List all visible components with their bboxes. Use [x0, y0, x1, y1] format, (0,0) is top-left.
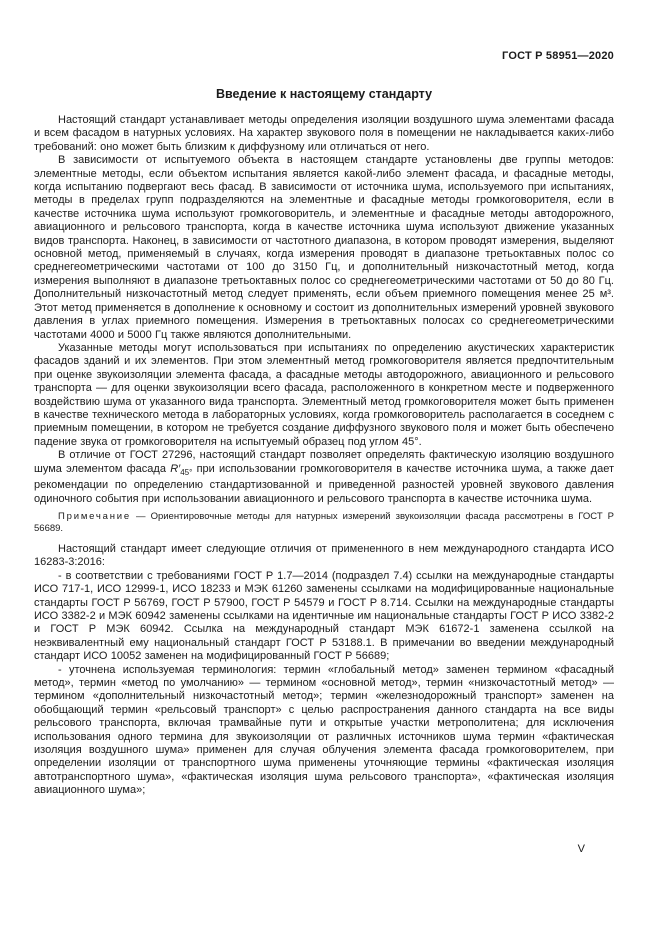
paragraph-difference-references: - в соответствии с требованиями ГОСТ Р 1.7—2014 (подраздел 7.4) ссылки на международные стандарты ИСО 717-1, ИСО 12999-1, ИСО 18233 и МЭК 61260 заменены ссылками на модифицированные национальные стандарты ГОСТ Р 56769, ГОСТ Р 57900, ГОСТ Р 54579 и ГОСТ Р 8.714. Ссылки на международные стандарты ИСО 3382-2 и МЭК 60942 заменены ссылками на идентичные им национальные стандарты ГОСТ Р ИСО 3382-2 и ГОСТ Р МЭК 60942. Ссылка на международный стандарт МЭК 61672-1 заменена ссылкой на неэквивалентный ему национальный стандарт ГОСТ Р 53188.1. В примечании во введении международный стандарт ИСО 10052 заменен на модифицированный ГОСТ Р 56689; [34, 569, 614, 663]
note-dash: — [136, 510, 146, 522]
note-text: Ориентировочные методы для натурных измерений звукоизоляции фасада рассмотрены в ГОСТ Р 56689. [34, 510, 614, 534]
paragraph-difference-terminology: - уточнена используемая терминология: термин «глобальный метод» заменен термином «фасадный метод», термин «метод по умолчанию» — термином «основной метод», термин «низкочастотный метод» — термином «дополнительный низкочастотный метод»; термин «железнодорожный транспорт» заменен на обобщающий термин «рельсовый транспорт» с целью распространения данного стандарта на все виды рельсового транспорта, включая трамвайные пути и открытые участки метрополитена; для исключения использования одного термина для звукоизоляции от различных источников шума термин «фактическая изоляция воздушного шума» применен для случая облучения элемента фасада громкоговорителем, при определении изоляции от транспортного шума применены уточняющие термины «фактическая изоляция автотранспортного шума», «фактическая изоляция шума рельсового транспорта», «фактическая изоляция авиационного шума»; [34, 663, 614, 797]
formula-base: R′ [170, 462, 181, 475]
page-title: Введение к настоящему стандарту [215, 87, 433, 101]
paragraph-method-usage: Указанные методы могут использоваться при испытаниях по определению акустических характеристик фасадов зданий и их элементов. При этом элементный метод громкоговорителя является предпочтительным при оценке звукоизоляции элемента фасада, а фасадные методы автодорожного, авиационного и рельсового транспорта — для оценки звукоизоляции всего фасада, расположенного в конкретном месте и подверженного воздействию шума от указанного вида транспорта. Элементный метод громкоговорителя может быть применен в качестве технического метода в лабораторных условиях, когда громкоговоритель располагается в соседнем с приемным помещении, в котором не требуется создание диффузного звукового поля и может быть обеспечено падение звука от громкоговорителя на испытуемый образец под углом 45°. [34, 341, 614, 448]
formula-subscript: 45° [180, 467, 193, 477]
page-number: V [577, 843, 585, 855]
paragraph-gost-27296-difference [34, 449, 614, 506]
formula-r45 [170, 463, 192, 475]
paragraph-differences-intro: Настоящий стандарт имеет следующие отличия от примененного в нем международного стандарта ИСО 16283-3:2016: [34, 542, 614, 569]
paragraph-method-groups: В зависимости от испытуемого объекта в настоящем стандарте установлены две группы методов: элементные методы, если объектом испытания является какой-либо элемент фасада, и фасадные методы, когда испытанию подвергают весь фасад. В зависимости от источника шума, используемого при испытаниях, методы в пределах групп подразделяются на элементные и фасадные методы громкоговорителя, если в качестве источника шума используют громкоговоритель, и элементные и фасадные методы автодорожного, авиационного и рельсового транспорта, когда в качестве источника шума используют движение указанных видов транспорта. Наконец, в зависимости от частотного диапазона, в котором проводят измерения, выделяют основной метод, применяемый в случаях, когда измерения проводят в диапазоне третьоктавных полос со среднегеометрическими частотами от 100 до 3150 Гц, и дополнительный низкочастотный метод, когда измерения выполняют в диапазоне третьоктавных полос со среднегеометрическими частотами от 50 до 80 Гц. Дополнительный низкочастотный метод следует применять, если объем приемного помещения менее 25 м³. Этот метод применяется в дополнение к основному и состоит из дополнительных измерений уровней звукового давления в углах приемного помещения. Измерения в третьоктавных полосах со среднегеометрическими частотами 4000 и 5000 Гц также являются дополнительными. [34, 154, 614, 341]
paragraph-text-before-formula: В отличие от ГОСТ 27296, настоящий стандарт позволяет определять фактическую изоляцию воздушного шума элементом фасада [34, 449, 614, 475]
paragraph-scope: Настоящий стандарт устанавливает методы определения изоляции воздушного шума элементами фасада и всем фасадом в натурных условиях. На характер звукового поля в помещении не накладывается каких-либо требований: оно может быть близким к диффузному или отличаться от него. [34, 114, 614, 153]
document-body [34, 114, 614, 798]
document-code: ГОСТ Р 58951—2020 [502, 50, 614, 62]
paragraph-text-after-formula: при использовании громкоговорителя в качестве источника шума, а также дает рекомендации по определению стандартизованной и приведенной разностей уровней звукового давления одиночного события при использовании авиационного и рельсового транспорта в качестве источника шума. [34, 462, 614, 505]
note [34, 511, 614, 535]
note-label: Примечание [58, 510, 131, 522]
